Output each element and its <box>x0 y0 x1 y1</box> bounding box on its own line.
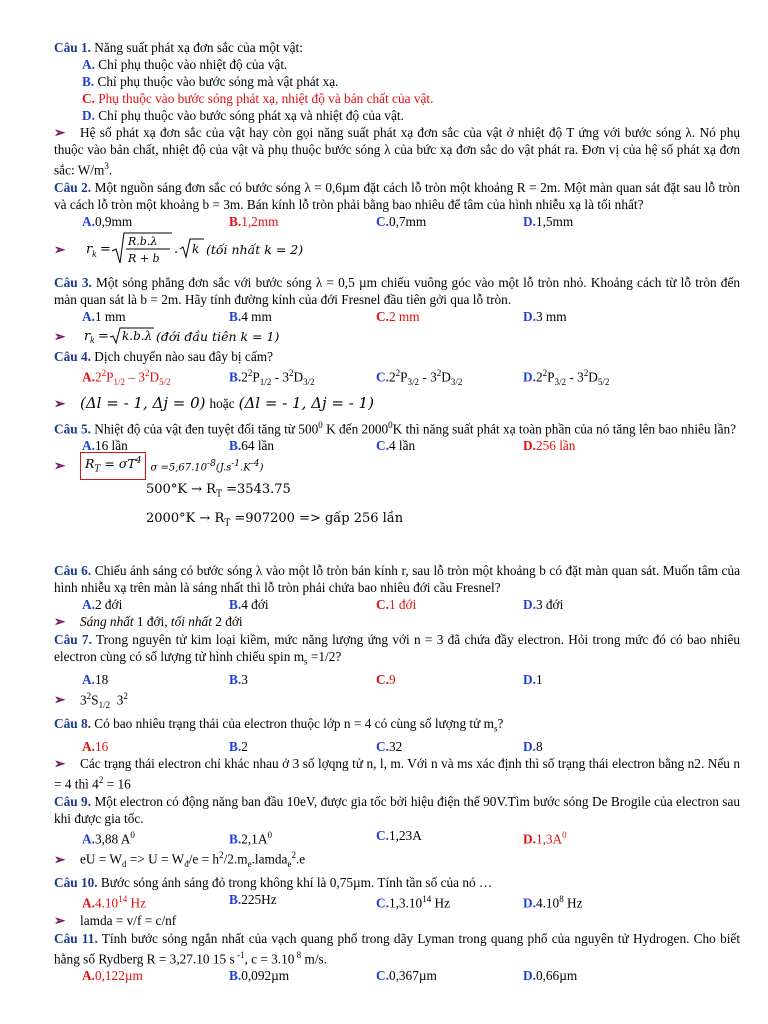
question-label: Câu 3. <box>54 275 92 291</box>
arrow-bullet-icon: ➢ <box>54 328 66 344</box>
option-c-correct: C.1 đới <box>376 597 417 613</box>
radius-formula <box>80 326 156 346</box>
option-c: C.32 <box>376 738 403 754</box>
arrow-bullet-icon: ➢ <box>54 912 66 928</box>
option-a-correct: A.0,122µm <box>82 968 143 984</box>
formula-line: ➢ r k = k.b.λ (đới đầu tiên k = 1) <box>54 325 740 347</box>
calculation-block <box>54 478 740 535</box>
option-a: A.18 <box>82 671 109 687</box>
arrow-bullet-icon: ➢ <box>54 614 66 630</box>
option-c: C.1,23A <box>376 827 422 843</box>
arrow-bullet-icon: ➢ <box>54 851 66 867</box>
question-10 <box>54 874 740 928</box>
option-c-correct: C. Phụ thuộc vào bước sóng phát xạ, nhiệt độ và bản chất của vật. <box>82 91 434 106</box>
option-a: A. Chỉ phụ thuộc vào nhiệt độ của vật. <box>82 57 288 72</box>
arrow-bullet-icon: ➢ <box>54 458 66 474</box>
arrow-bullet-icon: ➢ <box>54 692 66 708</box>
svg-text:=: = <box>98 329 109 345</box>
option-c-correct: C.9 <box>376 671 396 687</box>
option-a-correct: A.4.10$^{14}$ Hz <box>82 894 147 911</box>
option-d: D.8 <box>523 738 543 754</box>
svg-text:k: k <box>192 242 200 257</box>
option-d: D. Chỉ phụ thuộc vào bước sóng phát xạ và nhiệt độ của vật. <box>82 108 404 123</box>
option-a: A.2 đới <box>82 597 123 613</box>
explanation-note: ➢ Sáng nhất 1 đới, tối nhất 2 đới <box>54 614 243 630</box>
question-text: Một electron có động năng ban đầu 10eV, được gia tốc bởi hiệu điện thế 90V.Tìm bước sóng De Brogile của electron sau khi được gia tốc. <box>54 793 741 826</box>
options-row <box>54 738 740 755</box>
question-label: Câu 2. <box>54 180 92 196</box>
svg-text:k.b.λ: k.b.λ <box>122 329 153 344</box>
option-d: $D.2^2P_{3/2} - 3^2D_{5/2}$ <box>523 368 610 388</box>
options-row <box>54 213 740 230</box>
option-c: C.0,367µm <box>376 968 437 984</box>
options-row <box>54 671 740 688</box>
option-c-correct: C.2 mm <box>376 309 420 325</box>
question-text: Một nguồn sáng đơn sắc có bước sóng λ = 0,6µm đặt cách lỗ tròn một khoảng R = 2m. Một màn quan sát đặt sau lỗ tròn và cách lỗ tròn một khoảng b = 3m. Bán kính lỗ tròn phải bằng bao nhiêu để tâm của hình nhiễu xạ là tối nhất? <box>54 180 741 213</box>
question-label: Câu 4. <box>54 349 91 365</box>
option-c: C.4 lần <box>376 437 416 453</box>
svg-text:R.b.λ: R.b.λ <box>128 235 158 249</box>
option-d-correct: $D.1,3A^0$ <box>523 829 567 847</box>
question-4 <box>54 348 740 415</box>
selection-rule-line: ➢ (Δl = - 1, Δj = 0) hoặc (Δl = - 1, Δj = - 1) <box>54 394 374 412</box>
svg-text:r: r <box>86 242 93 258</box>
option-b: B.4 đới <box>229 597 269 613</box>
option-b: B.64 lần <box>229 437 275 453</box>
options-row <box>54 308 740 325</box>
option-d: D.0,66µm <box>523 968 578 984</box>
question-5: Câu 5. Nhiệt độ của vật đen tuyệt đối tăng từ $500^0$ K đến 2000$^0$K thì năng suất phát xạ toàn phần của nó tăng lên bao nhiêu lần? A.16 lần B.64 lần C.4 lần D.256 lần ➢ $R_T = \sigma T^4$ $\sigma =5,67.10^{-8}(J.s^{-1}.K^{-4})$ $500^\circ K \to R_T =3543.75$ $2000^\circ K \to R_T =907200$ => gấp 256 lần <box>54 417 740 536</box>
question-1 <box>54 39 740 178</box>
question-text: Bước sóng ánh sáng đỏ trong không khí là 0,75µm. Tính tần số của nó … <box>100 875 493 891</box>
question-11: Câu 11. Tính bước sóng ngắn nhất của vạch quang phổ trong dãy Lyman trong quang phổ của nguyên tử Hydrogen. Cho biết hằng số Rydberg R = 3,27.10 15 s $^{-1}$, c = 3.10 $^8$ m/s. A.0,122µm B.0,092µm C.0,367µm D.0,66µm <box>54 930 741 984</box>
question-6 <box>54 562 740 630</box>
option-a: A.1 mm <box>82 309 126 325</box>
option-a: A.0,9mm <box>82 214 133 230</box>
options-row <box>54 365 740 391</box>
formula-line: ➢ r k = R.b.λ R + b . k (tối nhất k = 2) <box>54 230 740 268</box>
option-d-correct: D.256 lần <box>523 437 576 453</box>
question-7: Câu 7. Trong nguyên tử kim loại kiềm, mức năng lượng ứng với n = 3 đã chứa đầy electron. Hỏi trong mức đó có bao nhiêu electron cùng có số lượng tử hình chiếu spin $m_s =1/2$? A.18 B.3 C.9 D.1 ➢ $3^2S_{1/2}$ $3^2$ <box>54 631 740 714</box>
option-b: B.4 mm <box>229 309 272 325</box>
option-c: C.0,7mm <box>376 214 427 230</box>
question-text: Năng suất phát xạ đơn sắc của một vật: <box>94 40 303 55</box>
option-b-correct: B.1,2mm <box>229 214 279 230</box>
sigma-constant: $\sigma =5,67.10^{-8}(J.s^{-1}.K^{-4})$ <box>150 458 264 474</box>
svg-text:R + b: R + b <box>128 252 160 266</box>
option-b: B.0,092µm <box>229 968 290 984</box>
question-3 <box>54 274 740 347</box>
arrow-bullet-icon: ➢ <box>54 125 66 140</box>
question-label: Câu 7. <box>54 632 92 648</box>
options-row <box>54 596 740 613</box>
explanation-note: ➢ Các trạng thái electron chỉ khác nhau ở 3 số lợqng tử n, l, m. Với n và ms xác định thì số trạng thái electron bằng n2. Nếu n = 4 thì $4^2 = 16$ <box>54 755 740 791</box>
question-label: Câu 10. <box>54 875 98 891</box>
option-a-correct: A.16 <box>82 738 109 754</box>
question-text: Một sóng phẳng đơn sắc với bước sóng λ = 0,5 µm chiếu vuông góc vào một lỗ tròn nhỏ. Khoảng cách từ lỗ tròn đến màn quan sát là b = 2m. Hãy tính đường kính của đới Fresnel đầu tiên gởi qua lỗ tròn. <box>54 275 740 308</box>
option-b: B.225Hz <box>229 892 277 908</box>
question-label: Câu 8. <box>54 715 91 731</box>
option-b: B.2 <box>229 738 248 754</box>
arrow-bullet-icon: ➢ <box>54 396 66 411</box>
svg-text:=: = <box>100 242 111 258</box>
option-c: C.1,3.10$^{14}$ Hz <box>376 894 451 911</box>
explanation-note: ➢ Hệ số phát xạ đơn sắc của vật hay còn gọi năng suất phát xạ đơn sắc của vật ở nhiệt độ T ứng với bước sóng λ. Nó phụ thuộc vào bản chất, nhiệt độ của vật và phụ thuộc bước sóng λ của bức xạ đơn sắc do vật phát ra. Đơn vị của hệ số phát xạ đơn sắc: $W/m^3$. <box>54 125 740 178</box>
options-row <box>54 891 740 911</box>
question-label: Câu 11. <box>54 930 98 946</box>
svg-text:k: k <box>90 336 95 346</box>
calc-line-1: $500^\circ K \to R_T =3543.75$ <box>146 481 291 500</box>
option-d: D.1,5mm <box>523 214 574 230</box>
question-text: Dịch chuyển nào sau đây bị cấm? <box>94 349 273 365</box>
option-d: D.3 mm <box>523 309 567 325</box>
selection-rule-1: (Δl = - 1, Δj = 0) <box>80 394 206 412</box>
option-d: D.1 <box>523 671 543 687</box>
options-row <box>54 827 740 847</box>
radius-formula <box>80 231 206 267</box>
option-b: $B.2,1A^0$ <box>229 829 272 847</box>
options-row <box>54 967 740 984</box>
svg-text:.: . <box>174 242 179 258</box>
question-9 <box>54 793 740 874</box>
selection-rule-2: (Δl = - 1, Δj = - 1) <box>238 394 374 412</box>
arrow-bullet-icon: ➢ <box>54 755 66 771</box>
arrow-bullet-icon: ➢ <box>54 241 66 257</box>
svg-text:k: k <box>92 250 97 260</box>
option-c: $C.2^2P_{3/2} - 3^2D_{3/2}$ <box>376 368 463 388</box>
option-a: A.16 lần <box>82 437 128 453</box>
stefan-law-line <box>54 454 740 478</box>
question-label: Câu 1. <box>54 40 91 55</box>
option-b: $B.2^2P_{1/2} - 3^2D_{3/2}$ <box>229 368 315 388</box>
explanation-note: ➢ eU = $W_d => U = W_đ/e$ = $h^2/2.m_e.lamda_e^2.e$ <box>54 850 306 870</box>
options-row <box>54 437 740 454</box>
explanation-note: ➢ lamda = v/f = c/nf <box>54 912 177 928</box>
option-b: B. Chỉ phụ thuộc vào bước sóng mà vật phát xạ. <box>82 74 339 89</box>
question-label: Câu 6. <box>54 563 92 579</box>
question-text: Chiếu ánh sáng có bước sóng λ vào một lỗ tròn bán kính r, sau lỗ tròn một khoảng b có đặt màn quan sát. Muốn tâm của hình nhiễu xạ trên màn là sáng nhất thì lỗ tròn phải chứa bao nhiêu đới cầu Fresnel? <box>54 563 741 596</box>
question-2 <box>54 179 740 268</box>
question-8: Câu 8. Có bao nhiêu trạng thái của electron thuộc lớp n = 4 có cùng số lượng tử $m_s$? A.16 B.2 C.32 D.8 ➢ Các trạng thái electron chỉ khác nhau ở 3 số lợqng tử n, l, m. Với n và ms xác định thì số trạng thái electron bằng n2. Nếu n = 4 thì $4^2 = 16$ <box>54 715 740 791</box>
question-label: Câu 5. <box>54 420 91 436</box>
stefan-boltzmann-formula: $R_T = \sigma T^4$ <box>80 452 146 480</box>
option-b: B.3 <box>229 671 248 687</box>
option-d: D.4.10$^8$ Hz <box>523 894 583 911</box>
explanation-note: ➢ $3^2S_{1/2}$ $3^2$ <box>54 690 128 710</box>
svg-text:r: r <box>84 329 91 345</box>
option-a: A.3,88 $A^0$ <box>82 829 135 847</box>
option-d: D.3 đới <box>523 597 564 613</box>
calc-line-2: $2000^\circ K \to R_T =907200$ => gấp 256 lần <box>146 510 404 529</box>
question-label: Câu 9. <box>54 793 92 809</box>
option-a-correct: $A.2^2P_{1/2} - 3^2D_{5/2}$ <box>82 368 171 388</box>
